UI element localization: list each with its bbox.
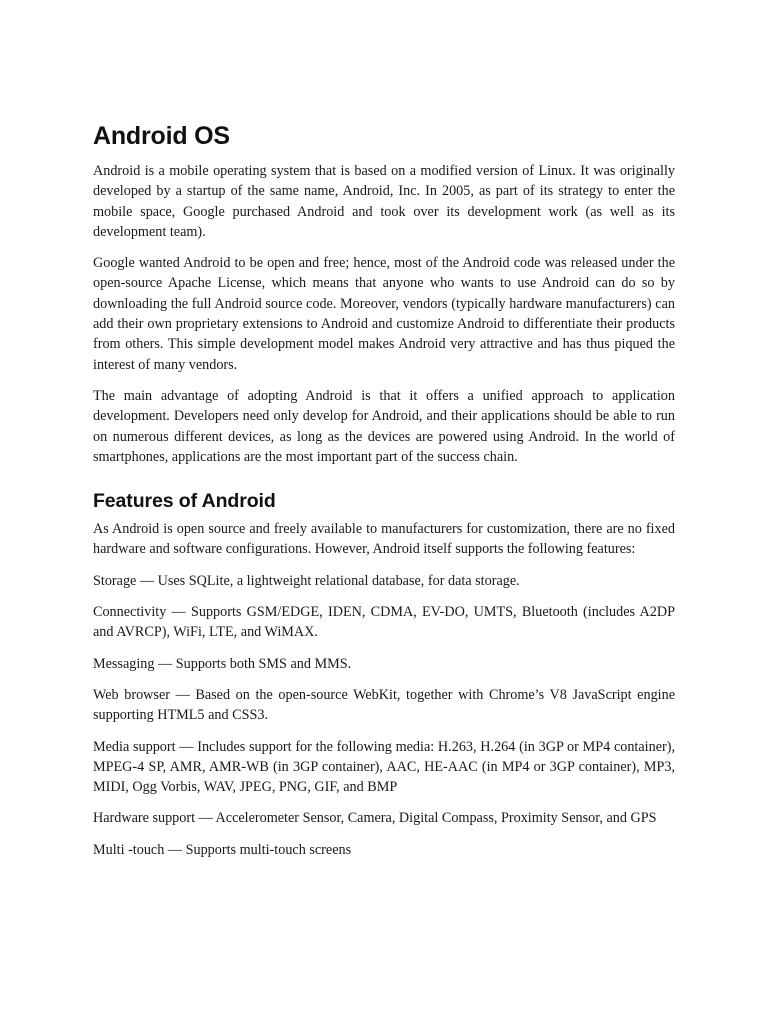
features-heading: Features of Android bbox=[93, 490, 276, 513]
section-features bbox=[93, 487, 675, 860]
feature-hardware-support: Hardware support — Accelerometer Sensor, Camera, Digital Compass, Proximity Sensor, and GPS bbox=[93, 810, 657, 827]
feature-media-support: Media support — Includes support for the following media: H.263, H.264 (in 3GP or MP4 container), MPEG-4 SP, AMR, AMR-WB (in 3GP container), AAC, HE-AAC (in MP4 or 3GP container), MP3, MIDI, Ogg Vorbis, WAV, JPEG, PNG, GIF, and BMP bbox=[93, 738, 675, 796]
feature-messaging: Messaging — Supports both SMS and MMS. bbox=[93, 655, 352, 672]
page-title: Android OS bbox=[93, 122, 230, 150]
feature-multi-touch: Multi -touch — Supports multi-touch screens bbox=[93, 841, 352, 858]
feature-connectivity: Connectivity — Supports GSM/EDGE, IDEN, CDMA, EV-DO, UMTS, Bluetooth (includes A2DP and AVRCP), WiFi, LTE, and WiMAX. bbox=[93, 604, 675, 641]
document-page bbox=[93, 118, 675, 871]
feature-storage: Storage — Uses SQLite, a lightweight relational database, for data storage. bbox=[93, 572, 520, 589]
features-intro: As Android is open source and freely available to manufacturers for customization, there are no fixed hardware and software configurations. However, Android itself supports the following features: bbox=[93, 521, 675, 558]
intro-paragraph-3: The main advantage of adopting Android is that it offers a unified approach to application development. Developers need only develop for Android, and their applications should be able to run on numerous different devices, as long as the devices are powered using Android. In the world of smartphones, applications are the most important part of the success chain. bbox=[93, 387, 675, 465]
section-android-os bbox=[93, 118, 675, 467]
intro-paragraph-2: Google wanted Android to be open and free; hence, most of the Android code was released under the open-source Apache License, which means that anyone who wants to use Android can do so by downloading the full Android source code. Moreover, vendors (typically hardware manufacturers) can add their own proprietary extensions to Android and customize Android to differentiate their products from others. This simple development model makes Android very attractive and has thus piqued the interest of many vendors. bbox=[93, 255, 675, 373]
intro-paragraph-1: Android is a mobile operating system that is based on a modified version of Linux. It was originally developed by a startup of the same name, Android, Inc. In 2005, as part of its strategy to enter the mobile space, Google purchased Android and took over its development work (as well as its development team). bbox=[93, 163, 675, 240]
feature-web-browser: Web browser — Based on the open-source WebKit, together with Chrome’s V8 JavaScript engine supporting HTML5 and CSS3. bbox=[93, 686, 675, 724]
